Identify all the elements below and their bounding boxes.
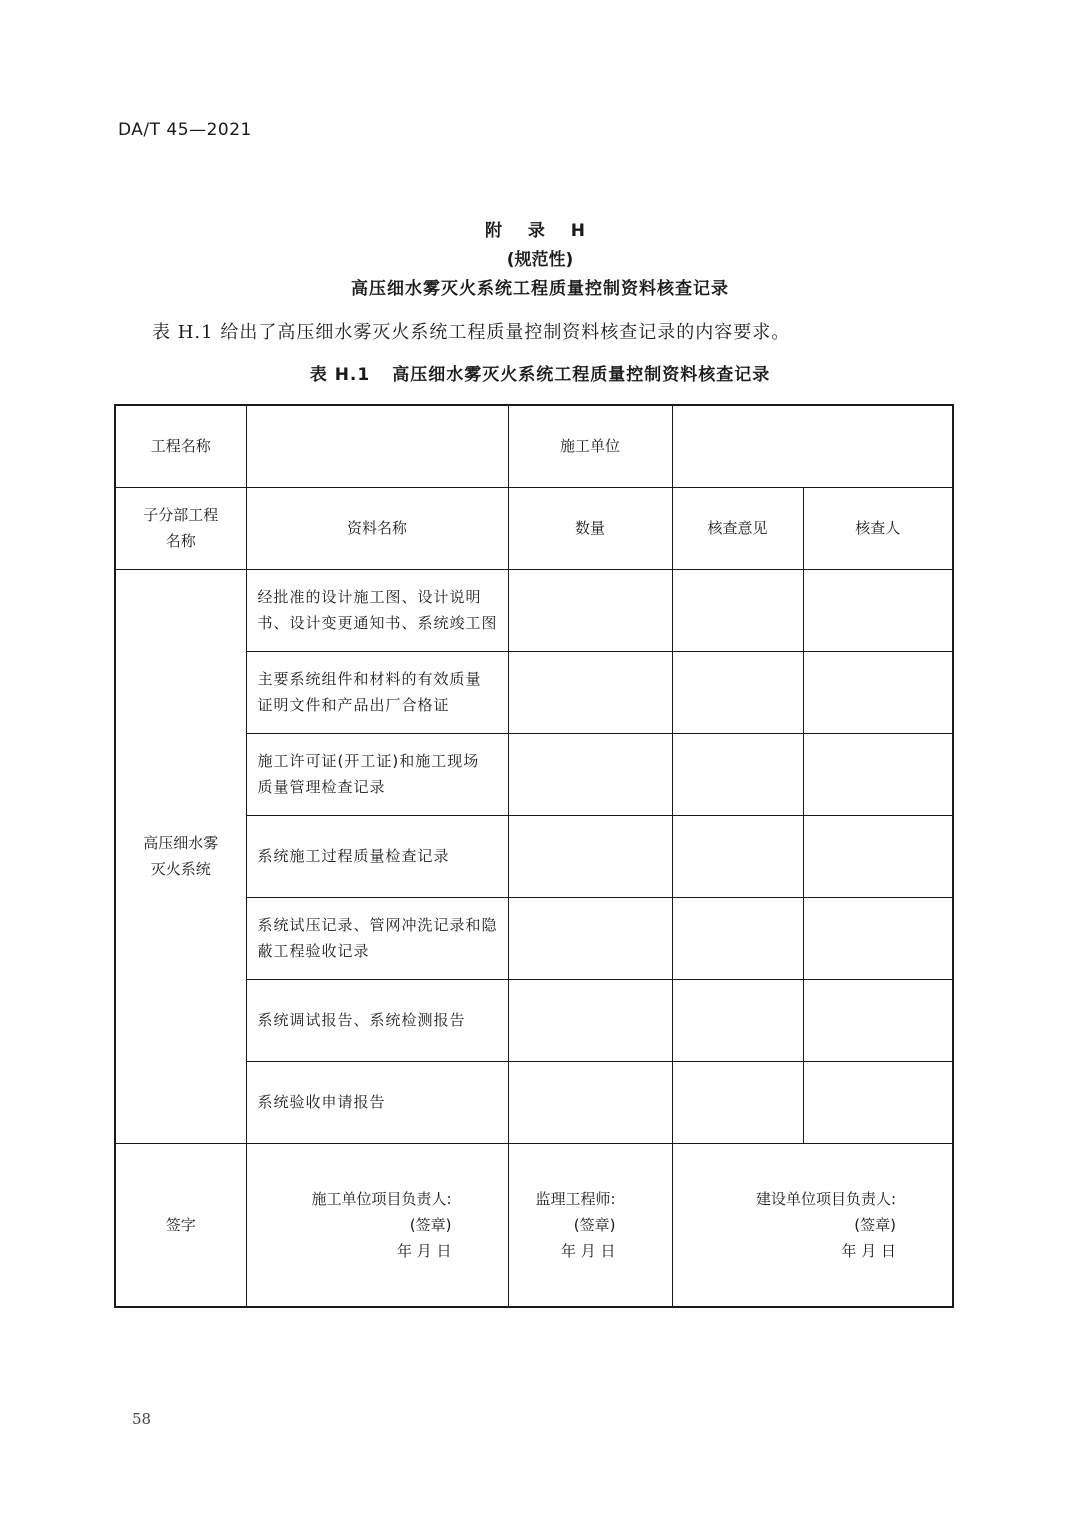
table-number: 表 H.1 [309,365,371,385]
owner-signature [672,1143,953,1307]
quantity-cell [508,1061,672,1143]
document-name [246,651,508,733]
quality-record-table [114,404,954,1308]
supervisor-date: 年 月 日 [560,1241,616,1260]
owner-seal: (签章) [854,1215,896,1234]
sub-project-header-line2: 名称 [165,532,196,550]
check-opinion-cell [672,815,803,897]
supervisor-signer-label: 监理工程师: [535,1189,616,1208]
document-name-line2: 质量管理检查记录 [257,778,386,796]
document-name-line1: 系统试压记录、管网冲洗记录和隐 [257,916,498,934]
quantity-cell [508,979,672,1061]
quantity-cell [508,569,672,651]
construction-seal: (签章) [409,1215,452,1234]
owner-signer-label: 建设单位项目负责人: [755,1189,896,1208]
project-info-row [115,405,953,487]
table-title [0,360,1080,385]
check-opinion-cell [672,733,803,815]
document-name-line1: 主要系统组件和材料的有效质量 [257,670,482,688]
checker-cell [803,815,953,897]
quantity-header: 数量 [508,487,672,569]
quantity-cell [508,651,672,733]
checker-cell [803,733,953,815]
sub-project-header [115,487,246,569]
check-opinion-cell [672,979,803,1061]
construction-unit-label: 施工单位 [508,405,672,487]
check-opinion-cell [672,651,803,733]
project-name-value [246,405,508,487]
quantity-cell [508,733,672,815]
document-name [246,569,508,651]
sub-project-header-line1: 子分部工程 [143,506,219,524]
check-opinion-header: 核查意见 [672,487,803,569]
header-row [115,487,953,569]
table-row [115,569,953,651]
document-name-line2: 蔽工程验收记录 [257,942,370,960]
sub-project-group [115,569,246,1143]
annex-type: (规范性) [506,250,574,270]
standard-code: DA/T 45—2021 [118,120,252,140]
page-number: 58 [132,1410,152,1428]
construction-signature [246,1143,508,1307]
signature-row [115,1143,953,1307]
document-name [246,979,508,1061]
checker-cell [803,569,953,651]
document-name-line1: 系统施工过程质量检查记录 [257,847,450,865]
owner-date: 年 月 日 [841,1241,896,1260]
construction-unit-value [672,405,953,487]
checker-cell [803,897,953,979]
checker-cell [803,979,953,1061]
check-opinion-cell [672,569,803,651]
document-name-line1: 系统调试报告、系统检测报告 [257,1011,466,1029]
quantity-cell [508,815,672,897]
project-name-label: 工程名称 [115,405,246,487]
document-name-line2: 书、设计变更通知书、系统竣工图 [257,614,498,632]
construction-date: 年 月 日 [396,1241,452,1260]
annex-title: 附 录 H [484,221,596,241]
quantity-cell [508,897,672,979]
checker-cell [803,651,953,733]
table-name: 高压细水雾灭火系统工程质量控制资料核查记录 [392,365,771,385]
group-name-line1: 高压细水雾 [143,834,219,852]
checker-cell [803,1061,953,1143]
document-name-line1: 经批准的设计施工图、设计说明 [257,588,482,606]
document-name-line1: 施工许可证(开工证)和施工现场 [257,752,480,770]
signature-label: 签字 [115,1143,246,1307]
document-name-line2: 证明文件和产品出厂合格证 [257,696,450,714]
document-name [246,1061,508,1143]
document-name-line1: 系统验收申请报告 [257,1093,386,1111]
annex-name: 高压细水雾灭火系统工程质量控制资料核查记录 [351,279,729,299]
checker-header: 核查人 [803,487,953,569]
document-name-header: 资料名称 [246,487,508,569]
construction-signer-label: 施工单位项目负责人: [311,1189,452,1208]
supervisor-signature [508,1143,672,1307]
check-opinion-cell [672,1061,803,1143]
document-name [246,733,508,815]
intro-paragraph: 表 H.1 给出了高压细水雾灭火系统工程质量控制资料核查记录的内容要求。 [152,322,791,343]
group-name-line2: 灭火系统 [150,860,211,878]
document-name [246,815,508,897]
document-name [246,897,508,979]
supervisor-seal: (签章) [573,1215,616,1234]
check-opinion-cell [672,897,803,979]
